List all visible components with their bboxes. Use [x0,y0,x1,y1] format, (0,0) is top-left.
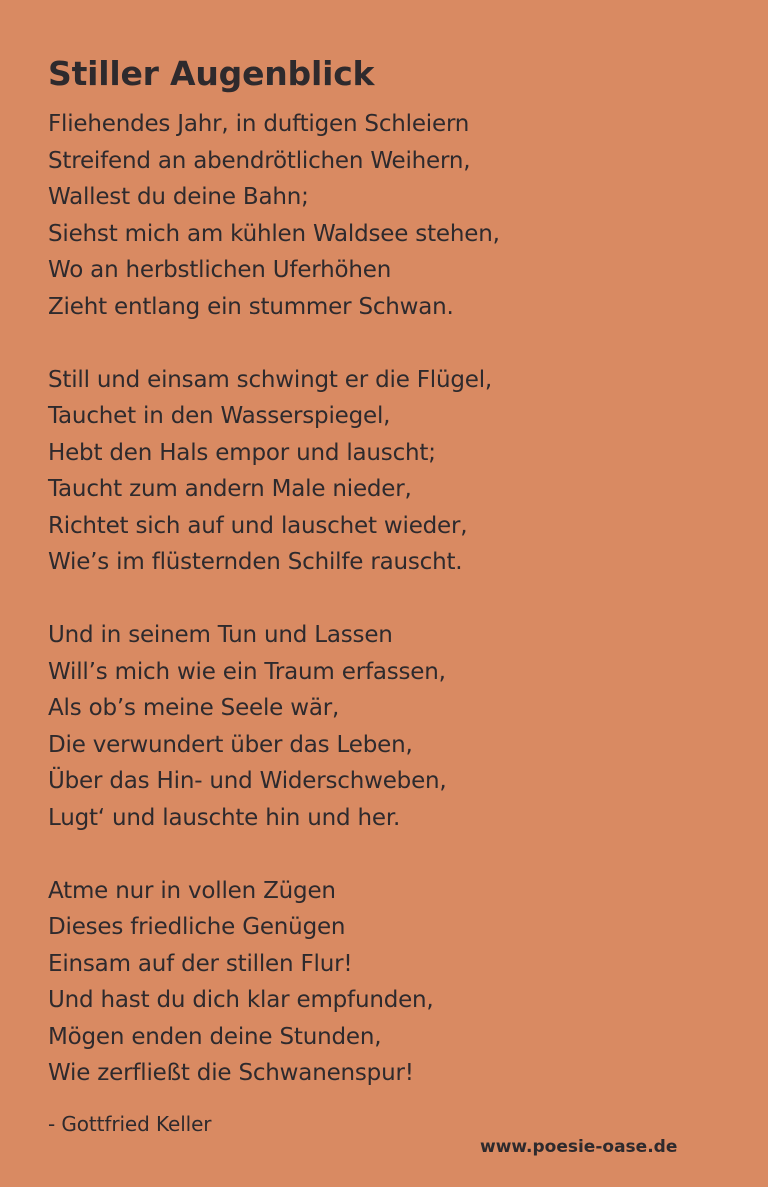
poem-card [48,52,728,1092]
poem-title: Stiller Augenblick [48,54,375,93]
poem-line: Taucht zum andern Male nieder, [48,476,412,502]
poem-line: Wie zerfließt die Schwanenspur! [48,1060,414,1086]
poem-line: Lugt‘ und lauschte hin und her. [48,804,401,831]
poem-line: Streifend an abendrötlichen Weihern, [48,147,471,174]
poem-line: Als ob’s meine Seele wär, [48,695,340,721]
poem-line: Die verwundert über das Leben, [48,731,413,758]
poem-line: Mögen enden deine Stunden, [48,1023,382,1050]
poem-line: Dieses friedliche Genügen [48,914,346,940]
poem-line: Wo an herbstlichen Uferhöhen [48,257,392,283]
poem-line: Will’s mich wie ein Traum erfassen, [48,658,446,685]
stanza-3 [48,617,728,836]
poem-line: Und in seinem Tun und Lassen [48,622,393,648]
poem-line: Zieht entlang ein stummer Schwan. [48,293,454,320]
poem-line: Und hast du dich klar empfunden, [48,987,434,1013]
poem-line: Fliehendes Jahr, in duftigen Schleiern [48,111,470,137]
stanza-1 [48,106,728,325]
website-url: www.poesie-oase.de [480,1137,678,1157]
poem-line: Tauchet in den Wasserspiegel, [48,403,391,429]
poem-author: - Gottfried Keller [48,1112,212,1136]
poem-line: Wallest du deine Bahn; [48,184,309,210]
poem-line: Wie’s im flüsternden Schilfe rauscht. [48,549,463,575]
poem-line: Hebt den Hals empor und lauscht; [48,439,436,466]
stanza-2 [48,362,728,581]
stanza-4 [48,873,728,1092]
poem-line: Atme nur in vollen Zügen [48,877,336,904]
poem-line: Still und einsam schwingt er die Flügel, [48,366,493,393]
poem-line: Einsam auf der stillen Flur! [48,950,353,977]
poem-line: Siehst mich am kühlen Waldsee stehen, [48,220,500,247]
poem-line: Über das Hin- und Widerschweben, [48,768,447,794]
poem-line: Richtet sich auf und lauschet wieder, [48,512,468,539]
